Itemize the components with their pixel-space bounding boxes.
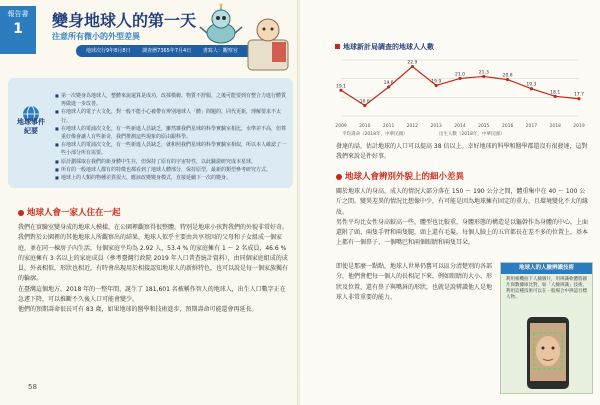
data-label: 17.7 bbox=[573, 92, 585, 98]
body-paragraph: 他們的預期壽命很長可有 83 歲，如果地球的醫學和技術進步，預期壽命可能還會再延長。 bbox=[18, 306, 258, 314]
page-title: 變身地球人的第一天 bbox=[52, 11, 197, 30]
chart-caption-right: 出生人數（2018年，中華民國） bbox=[438, 132, 505, 137]
data-label: 21.3 bbox=[478, 70, 489, 76]
x-tick-label: 2019 bbox=[573, 124, 585, 129]
summary-bullet: ■ 在地球人的電浦次文化，有一些新進人員缺乏，雖然雜我們星球的科學實驗室相比，水準差不高，但尊重好像會讓人有些新奇，我們推測這些現象的原由跟科學。 bbox=[55, 125, 289, 141]
body-paragraph: 我們在實驗室變身成的地球人模樣，在公園裡觀察得很整體，特別是地球小孩對我們的外貌非常好奇。 bbox=[18, 224, 288, 231]
x-tick-label: 2012 bbox=[406, 124, 419, 129]
body-paragraph: 男性平均比女性身高較高一些，體型也比較重，身體形態的構造是以軀幹作為身體的中心，上面還附了頭、兩隻手臂和兩隻腿，頭上還有毛髮，每個人臉上的五官都長在差不多的位置上，基本上都有一個鼻子、一個嘴巴和兩個眼睛和兩隻耳朵。 bbox=[336, 218, 589, 247]
data-label: 20.8 bbox=[502, 73, 513, 79]
x-tick-label: 2009 bbox=[335, 124, 347, 129]
x-tick-label: 2018 bbox=[549, 124, 561, 129]
x-tick-label: 2011 bbox=[382, 124, 395, 129]
section-heading-family bbox=[18, 206, 121, 218]
x-tick-label: 2016 bbox=[501, 124, 514, 129]
data-label: 19.6 bbox=[383, 80, 394, 86]
page-subtitle: 注意所有微小的外型差異 bbox=[52, 32, 140, 41]
body-paragraph: 在臺灣這個地方，2018 年的一整年間，誕生了 181,601 名被稱作智人的地球人，出生人口數字正在急遽下降，可以推斷不久後人口可能會變少。 bbox=[18, 285, 286, 304]
data-label: 18.1 bbox=[550, 90, 561, 96]
x-tick-label: 2014 bbox=[454, 124, 466, 129]
face-recognition-sidebar bbox=[500, 262, 593, 394]
body-paragraph: 即使是那麼一點點，地球人世界仍舊可以區分清楚別的各部分，他們會把每一個人的長相記下來，例如眼睛的大小、形狀及位置，還有鼻子與嘴唇的形狀，也就是說辨識他人是地球人非常重要的能力。 bbox=[336, 263, 493, 301]
section-heading-text: 地球人會一家人住在一起 bbox=[27, 208, 121, 218]
info-date: 調查曆7365年7月4日 bbox=[142, 48, 192, 54]
x-tick-label: 2010 bbox=[359, 124, 371, 129]
data-label: 19.1 bbox=[335, 84, 347, 90]
body-paragraph: 我們對於公園裡的其他地球人所觀察出的結果，地球人似乎主要由共享基因的父母和子女組成一個家庭，並在同一棟房子內生活，每個家庭平均為 2.92 人，53.4 % 的家庭擁有 1 ～ 2 名成員，46.6 %的家庭擁有 3 名以上的家庭成員（參考臺灣行政院 2019 年人口普查統計資料），由同個家庭組成的成員，外表相似，形狀也相近，有時會出現用於相接認知地球人的新鮮特色，也可以說是每一個家族獨有的輪廓。 bbox=[18, 234, 288, 283]
birth-count-line-chart bbox=[335, 52, 585, 130]
left-page bbox=[0, 0, 298, 405]
data-label: 16.6 bbox=[359, 99, 370, 105]
heading-dot-icon bbox=[336, 174, 342, 180]
chart-title: 地球新計局調查的地球人人數 bbox=[335, 42, 434, 52]
x-tick-label: 2017 bbox=[525, 124, 538, 129]
summary-bullet: ■ 地球上的人類的物種差異很大，應該改變變身模式，直接延續下一次的變身。 bbox=[55, 174, 289, 182]
chart-caption-left: 平均壽命（2018年，中華民國） bbox=[342, 132, 408, 137]
scientist-illustration bbox=[242, 12, 296, 72]
phone-face-scan-illustration bbox=[519, 315, 577, 391]
section-heading-appearance bbox=[336, 170, 464, 182]
summary-badge-label: 地球事件紀要 bbox=[17, 118, 45, 136]
sidebar-title: 地球人的人臉辨識技術 bbox=[501, 263, 592, 274]
summary-bullet: ■ 所有的一般地球人都有的特徵也都看到了地球人體部分，保持原型，最新的類型參考研究方式。 bbox=[55, 166, 289, 174]
info-author: 書寫人：觀察官 bbox=[202, 48, 238, 54]
data-label: 21.0 bbox=[454, 72, 466, 78]
x-tick-label: 2013 bbox=[430, 124, 442, 129]
report-info-bar bbox=[76, 45, 258, 57]
section-family-body bbox=[18, 223, 288, 385]
report-tab bbox=[0, 6, 36, 54]
robot-illustration bbox=[196, 3, 246, 45]
section-appearance-body-bottom bbox=[336, 262, 494, 390]
summary-bullets bbox=[55, 92, 289, 182]
summary-box bbox=[8, 78, 293, 188]
data-label: 19.9 bbox=[431, 79, 442, 85]
summary-bullet: ■ 原計劃採取在我們的新身體中生存，但保持了原有的宇宙特性，以此驗證研究成本星球。 bbox=[55, 158, 289, 166]
x-tick-label: 2015 bbox=[478, 124, 490, 129]
body-paragraph: 關於地球人的身高，成人的情況大部分落在 150 ～ 190 公分之間，體重集中在 40 ～ 100 公斤之間。變異差異的情況比想像中少，有可能是因為地球擁有固定的重力，且環境變化不大的緣故。 bbox=[336, 188, 589, 216]
right-intro-text: 發達的話，估計地球的人口可以提高 38 倍以上。幸好地球的科學和醫學都還沒有很發達，這對我們來說是件好事。 bbox=[336, 143, 588, 161]
summary-bullet: ■ 在地球人的電浦次文化，有一些新進人員缺乏，就和照我們星球的科學實驗室相似，所以本人確認了一些小部分所有需要。 bbox=[55, 141, 289, 157]
section-heading-text: 地球人會辨別外貌上的細小差異 bbox=[345, 172, 465, 182]
info-reporter: 地球次行9年8月8日 bbox=[86, 48, 131, 54]
data-label: 22.9 bbox=[407, 60, 418, 66]
summary-bullet: ■ 第一次變身為地球人，整體來說還算是成功，改採模範、物質不舒服，之後可能要到有整合力進行體質再做進一步改善。 bbox=[55, 92, 289, 108]
summary-bullet: ■ 在地球人的電子大文化，對一般不能小心被帶有辨別地球人「體」問題的。同代更新，理解要求不太行。 bbox=[55, 108, 289, 124]
page-number: 58 bbox=[28, 383, 37, 391]
report-tab-number: 1 bbox=[13, 20, 23, 37]
data-label: 19.3 bbox=[526, 82, 537, 88]
heading-dot-icon bbox=[18, 210, 24, 216]
section-appearance-body-top bbox=[336, 187, 591, 259]
sidebar-text: 利用相機拍下人臉圖片，用辨識軟體將圖片與數據庫比對，如「人臉辨識」技術。利用這種技術可以在一般場合中辨認目標人物。 bbox=[506, 277, 587, 300]
report-tab-label: 報告書 bbox=[7, 10, 29, 18]
chart-caption bbox=[342, 131, 504, 137]
